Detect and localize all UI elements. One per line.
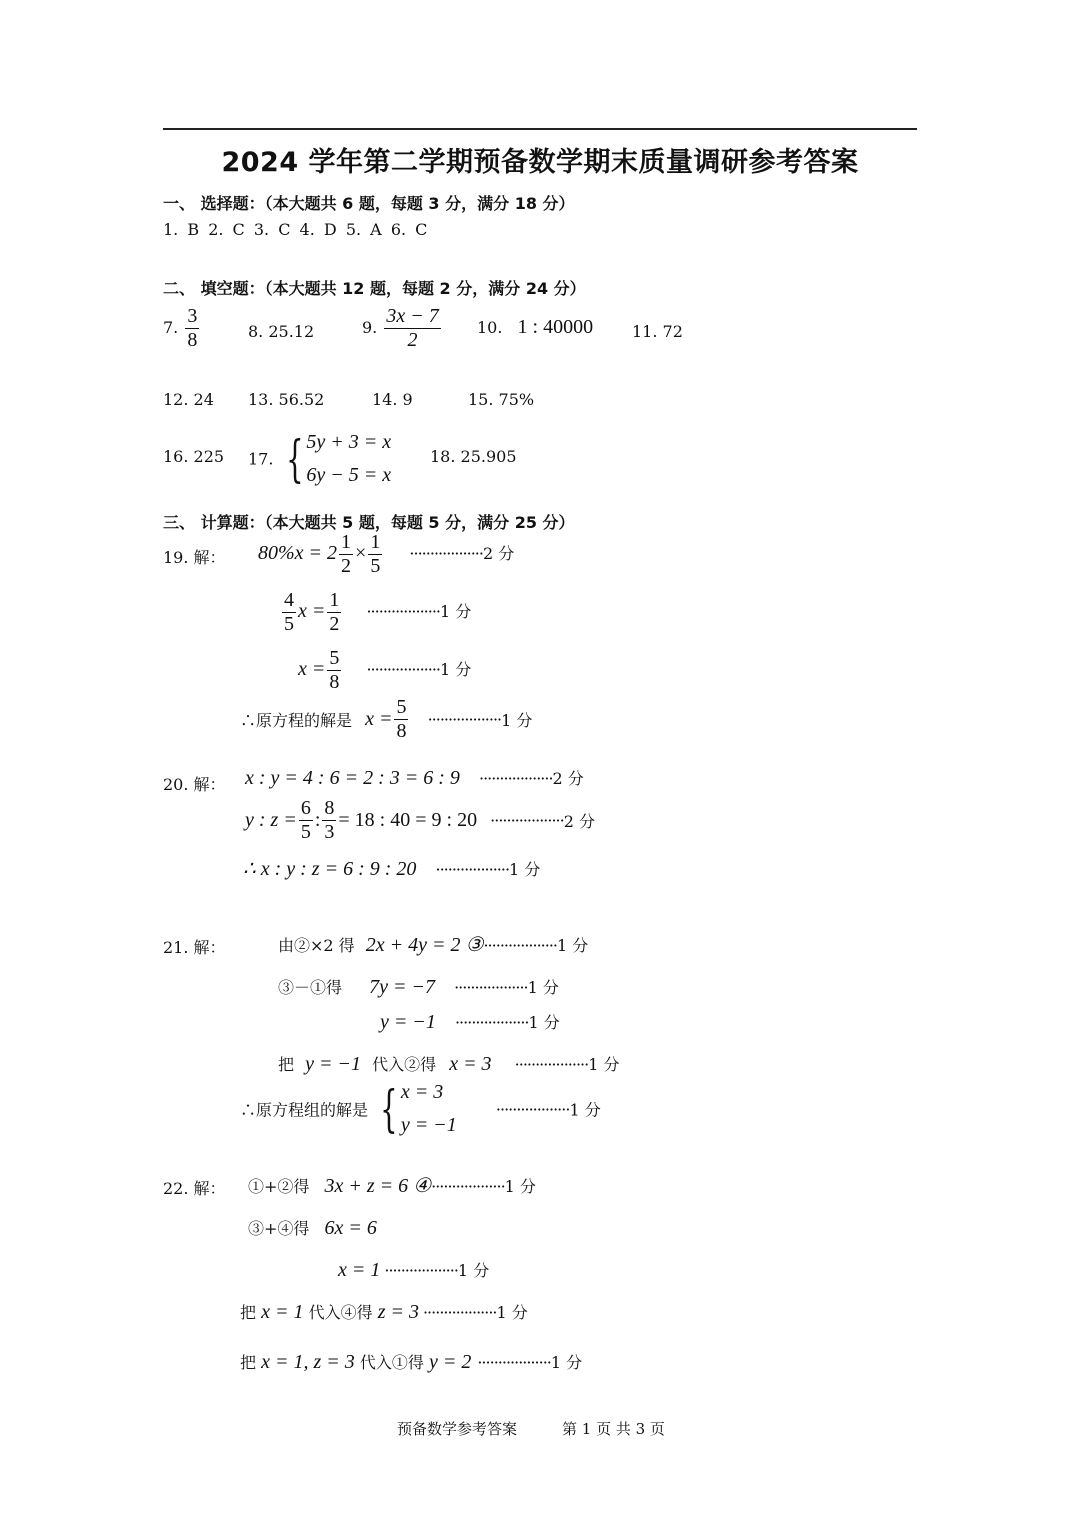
q19-line4: ∴原方程的解是 x = $\frac{5}{8}$ ··················1 分 [240, 696, 533, 742]
q16-answer: 16. 225 [163, 447, 225, 466]
q17-equation-system: { 5y + 3 = x 6y − 5 = x [285, 430, 392, 488]
q11-answer: 11. 72 [632, 322, 683, 341]
q21-line3: y = −1 ··················1 分 [380, 1011, 560, 1033]
q13-answer: 13. 56.52 [248, 390, 325, 409]
top-rule [163, 128, 917, 130]
section1-header: 一、 选择题：（本大题共 6 题，每题 3 分，满分 18 分） [163, 194, 575, 213]
footer-document-name: 预备数学参考答案 [397, 1420, 518, 1438]
footer-page-number: 第 1 页 共 3 页 [562, 1420, 665, 1438]
q10-answer: 10. 1 : 40000 [477, 316, 594, 338]
q20-line3: ∴ x : y : z = 6 : 9 : 20 ··················1 分 [243, 858, 541, 880]
q20-label: 20. 解： [163, 775, 226, 794]
q20-line1: x : y = 4 : 6 = 2 : 3 = 6 : 9 ··················2 分 [245, 767, 584, 789]
q19-line3: x = $\frac{5}{8}$ ··················1 分 [298, 647, 472, 693]
q22-line2: ③+④得 6x = 6 [248, 1217, 377, 1239]
q12-answer: 12. 24 [163, 390, 214, 409]
q21-label: 21. 解： [163, 938, 226, 957]
q7-answer: 7. $\frac{3}{8}$ [163, 305, 198, 351]
q9-fraction: $\frac{3x - 7}{2}$ [386, 305, 439, 351]
q22-line1: ①+②得 3x + z = 6 ④··················1 分 [248, 1175, 536, 1197]
q20-line2: y : z = $\frac{6}{5}$ : $\frac{8}{3}$ = 18 : 40 = 9 : 20 ··················2 分 [245, 797, 595, 843]
q19-label: 19. 解： [163, 548, 226, 567]
q21-solution-system: { x = 3 y = −1 [380, 1080, 457, 1138]
q21-line2: ③－①得 7y = −7 ··················1 分 [278, 976, 559, 998]
q9-answer: 9. $\frac{3x - 7}{2}$ [362, 305, 439, 351]
section2-header: 二、 填空题：（本大题共 12 题，每题 2 分，满分 24 分） [163, 279, 586, 298]
section3-header: 三、 计算题：（本大题共 5 题，每题 5 分，满分 25 分） [163, 513, 575, 532]
q21-line4: 把 y = −1 代入②得 x = 3 ··················1 分 [278, 1053, 620, 1075]
q22-line5: 把 x = 1, z = 3 代入①得 y = 2 ··················1 分 [240, 1351, 583, 1373]
q14-answer: 14. 9 [372, 390, 413, 409]
q22-line4: 把 x = 1 代入④得 z = 3 ··················1 分 [240, 1301, 528, 1323]
q15-answer: 15. 75% [468, 390, 535, 409]
page-title: 2024 学年第二学期预备数学期末质量调研参考答案 [221, 147, 859, 178]
q21-line1: 由②×2 得 2x + 4y = 2 ③··················1 分 [278, 934, 589, 956]
q17-answer: 17. { 5y + 3 = x 6y − 5 = x [248, 426, 391, 492]
q22-label: 22. 解： [163, 1179, 226, 1198]
q8-answer: 8. 25.12 [248, 322, 315, 341]
q19-line1: 80%x = 2 $\frac{1}{2}$ × $\frac{1}{5}$ ··················2 分 [258, 531, 515, 577]
q7-fraction: $\frac{3}{8}$ [187, 305, 198, 351]
q22-line3: x = 1 ··················1 分 [338, 1259, 490, 1281]
q18-answer: 18. 25.905 [430, 447, 517, 466]
q21-line5: ∴原方程组的解是 { x = 3 y = −1 ··················1 分 [240, 1076, 601, 1142]
section1-answers: 1. B 2. C 3. C 4. D 5. A 6. C [163, 220, 428, 239]
q19-line2: $\frac{4}{5}$ x = $\frac{1}{2}$ ··················1 分 [284, 589, 472, 635]
